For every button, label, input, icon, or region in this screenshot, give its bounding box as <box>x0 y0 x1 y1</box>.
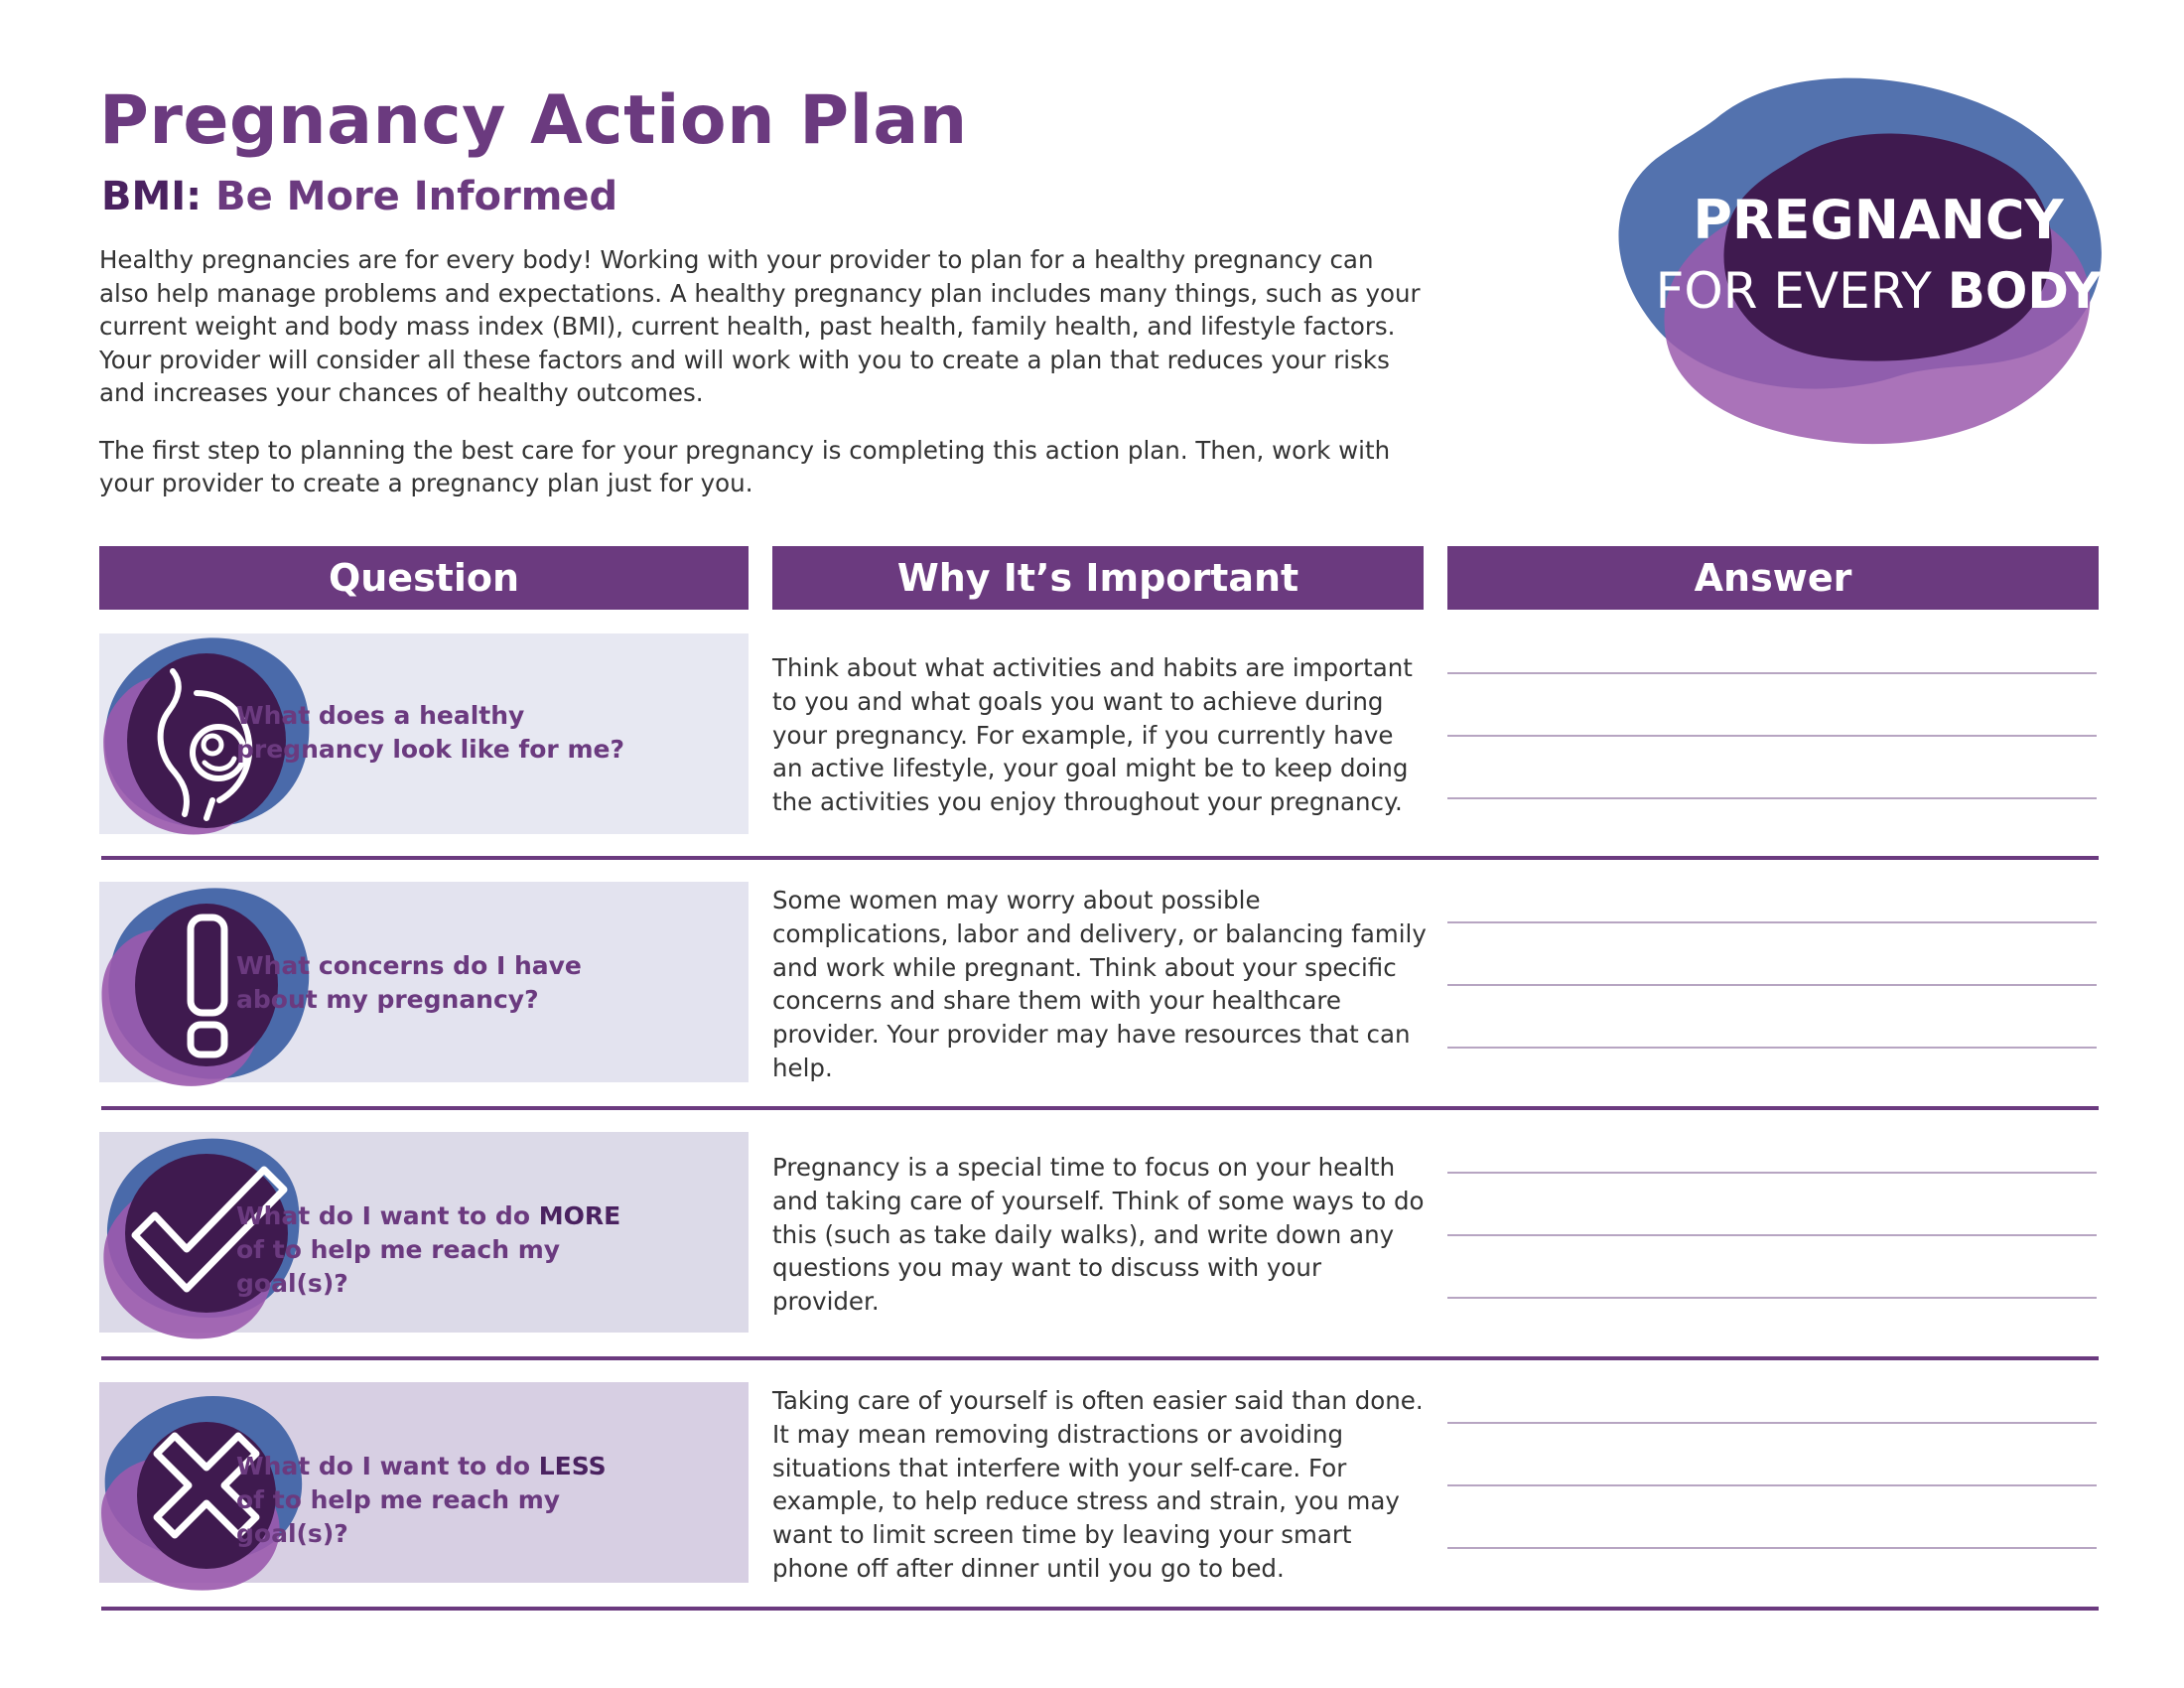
question-text <box>236 1199 633 1301</box>
header-answer: Answer <box>1447 546 2099 610</box>
pregnancy-for-every-body-logo <box>1596 60 2113 457</box>
logo-line-2a: FOR EVERY <box>1655 262 1948 320</box>
answer-line[interactable] <box>1447 921 2097 923</box>
answer-line[interactable] <box>1447 1047 2097 1049</box>
question-text-main: What concerns do I have about my pregnancy? <box>236 951 582 1014</box>
question-text-pre: What do I want to do <box>236 1201 539 1230</box>
why-important-text: Pregnancy is a special time to focus on your health and taking care of yourself. Think of some ways to do this (such as take daily walks), and write down any questions you may want to discuss with your provider. <box>772 1153 1425 1317</box>
row-divider <box>101 856 2099 860</box>
header-question: Question <box>99 546 749 610</box>
intro-paragraph-1: Healthy pregnancies are for every body! Working with your provider to plan for a healthy pregnancy can also help manage problems and expectations. A healthy pregnancy plan includes many things, such as your current weight and body mass index (BMI), current health, past health, family health, and lifestyle factors. Your provider will consider all these factors and will work with you to create a plan that reduces your risks and increases your chances of healthy outcomes. <box>99 245 1421 407</box>
answer-line[interactable] <box>1447 735 2097 737</box>
header-why-important: Why It’s Important <box>772 546 1424 610</box>
question-text-post: of to help me reach my goal(s)? <box>236 1485 561 1548</box>
question-text-post: of to help me reach my goal(s)? <box>236 1235 561 1298</box>
answer-line[interactable] <box>1447 797 2097 799</box>
question-text <box>236 1450 633 1551</box>
why-important-text: Taking care of yourself is often easier said than done. It may mean removing distractions or avoiding situations that interfere with your self-care. For example, to help reduce stress and strain, you may want to limit screen time by leaving your smart phone off after dinner until you go to bed. <box>772 1386 1424 1583</box>
row-divider <box>101 1106 2099 1110</box>
page-title: Pregnancy Action Plan <box>99 81 968 160</box>
answer-line[interactable] <box>1447 1234 2097 1236</box>
why-important-text: Think about what activities and habits are important to you and what goals you want to achieve during your pregnancy. For example, if you currently have an active lifestyle, your goal might be to keep doing the activities you enjoy throughout your pregnancy. <box>772 653 1413 817</box>
subtitle-rest: Be More Informed <box>215 174 618 219</box>
answer-line[interactable] <box>1447 1297 2097 1299</box>
question-text-emphasis: LESS <box>538 1452 607 1480</box>
why-important-text: Some women may worry about possible complications, labor and delivery, or balancing family and work while pregnant. Think about your specific concerns and share them with your healthcare provider. Your provider may have resources that can help. <box>772 886 1427 1082</box>
logo-line-1: PREGNANCY <box>1693 189 2064 251</box>
answer-line[interactable] <box>1447 1422 2097 1424</box>
subtitle-bmi: BMI: <box>101 174 203 219</box>
logo-line-2 <box>1656 262 2103 320</box>
answer-line[interactable] <box>1447 1547 2097 1549</box>
answer-line[interactable] <box>1447 1172 2097 1174</box>
question-text <box>236 699 633 767</box>
answer-line[interactable] <box>1447 1484 2097 1486</box>
question-text <box>236 949 633 1017</box>
intro-text <box>99 243 1430 500</box>
intro-paragraph-2: The first step to planning the best care for your pregnancy is completing this action plan. Then, work with your provider to create a pregnancy plan just for you. <box>99 435 1391 497</box>
question-text-main: What does a healthy pregnancy look like for me? <box>236 701 624 764</box>
answer-line[interactable] <box>1447 984 2097 986</box>
page-subtitle <box>101 174 618 219</box>
logo-line-2b: BODY <box>1947 262 2102 320</box>
question-text-emphasis: MORE <box>538 1201 621 1230</box>
question-text-pre: What do I want to do <box>236 1452 539 1480</box>
row-divider <box>101 1607 2099 1611</box>
answer-line[interactable] <box>1447 672 2097 674</box>
row-divider <box>101 1356 2099 1360</box>
